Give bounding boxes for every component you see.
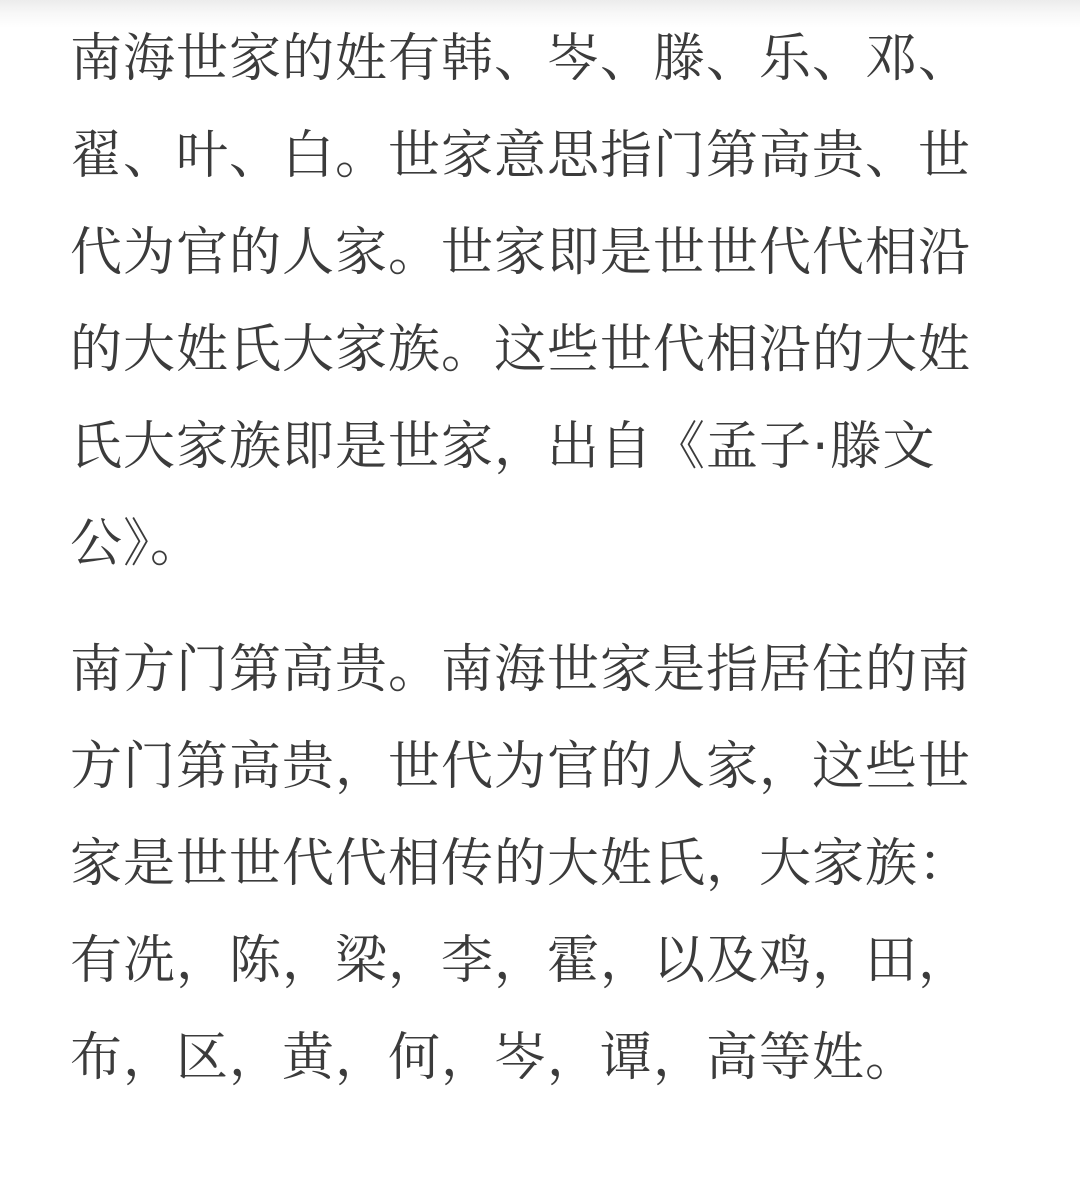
article-body xyxy=(70,11,1020,1107)
paragraph-southern-families: 南方门第高贵。南海世家是指居住的南方门第高贵，世代为官的人家，这些世家是世世代代相传的大姓氏，大家族：有冼，陈，梁，李，霍，以及鸡，田，布，区，黄，何，岑，谭，高等姓。 xyxy=(70,640,972,1088)
paragraph-surnames: 南海世家的姓有韩、岑、滕、乐、邓、翟、叶、白。世家意思指门第高贵、世代为官的人家。世家即是世世代代相沿的大姓氏大家族。这些世代相沿的大姓氏大家族即是世家，出自《孟子·滕文公》。 xyxy=(70,29,972,574)
